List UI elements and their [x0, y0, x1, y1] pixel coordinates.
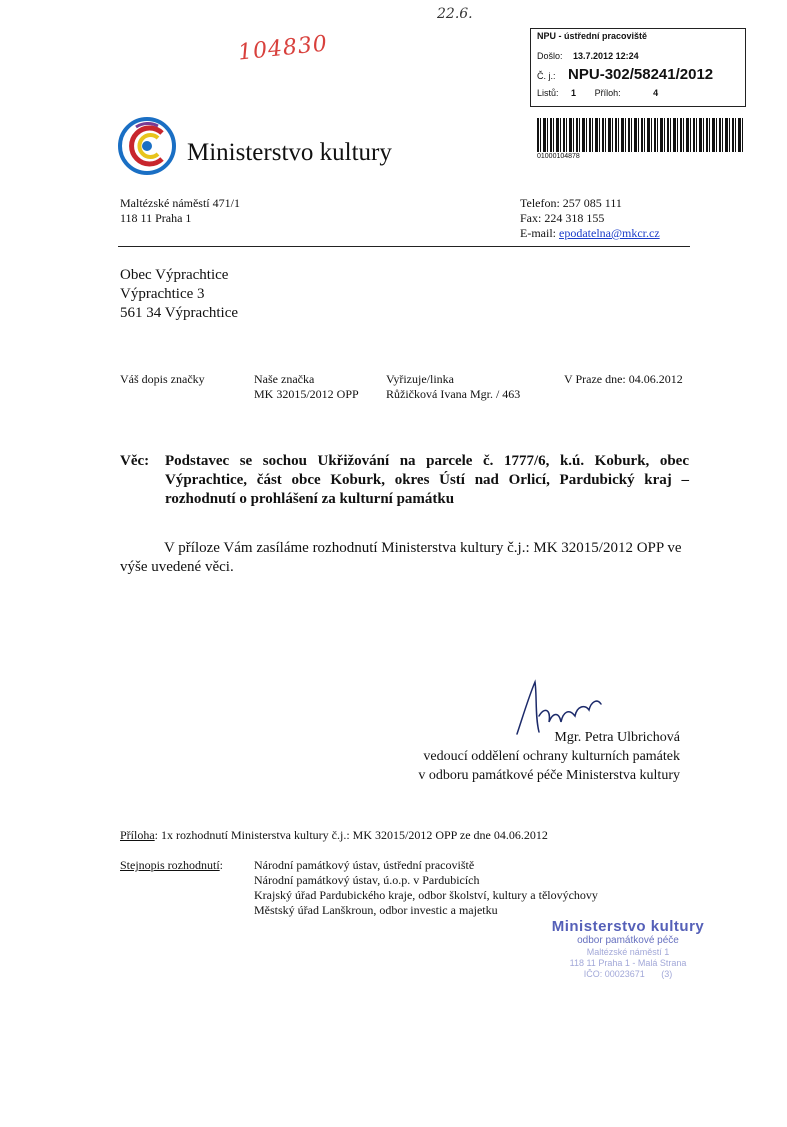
recipient-line1: Obec Výprachtice	[120, 267, 229, 283]
copies-colon: :	[219, 858, 224, 872]
your-ref-label: Váš dopis značky	[120, 372, 205, 386]
registry-attachments-value: 4	[653, 88, 659, 98]
registry-attachments-label: Příloh:	[594, 88, 621, 98]
letter-date: V Praze dne: 04.06.2012	[564, 372, 683, 386]
our-ref-label: Naše značka	[254, 372, 315, 386]
ministry-name: Ministerstvo kultury	[187, 139, 392, 166]
barcode	[537, 118, 743, 152]
registry-stamp	[530, 28, 746, 107]
subject-line: Výprachtice, část obce Koburk, okres Ústí nad Orlicí, Pardubický kraj –	[165, 472, 689, 488]
ministry-address-line1: Maltézské náměstí 471/1	[120, 196, 240, 210]
our-ref-value: MK 32015/2012 OPP	[254, 387, 359, 401]
signature-block	[380, 728, 680, 785]
signatory-name: Mgr. Petra Ulbrichová	[554, 730, 680, 745]
handled-label: Vyřizuje/linka	[386, 372, 454, 386]
copies-heading	[120, 858, 223, 873]
ministry-fax: Fax: 224 318 155	[520, 211, 605, 225]
recipient-line3: 561 34 Výprachtice	[120, 305, 239, 321]
ink-stamp-number: (3)	[661, 969, 673, 979]
registry-received-label: Došlo:	[537, 51, 563, 61]
list-item: Národní památkový ústav, ústřední pracoviště	[254, 858, 475, 872]
registry-received-value: 13.7.2012 12:24	[573, 51, 639, 61]
signatory-title-line1: vedoucí oddělení ochrany kulturních památek	[423, 749, 680, 764]
list-item: Krajský úřad Pardubického kraje, odbor školství, kultury a tělovýchovy	[254, 888, 598, 902]
subject-line: rozhodnutí o prohlášení za kulturní památku	[165, 491, 455, 507]
subject-label: Věc:	[120, 453, 150, 469]
attachment-text: : 1x rozhodnutí Ministerstva kultury č.j.: MK 32015/2012 OPP ze dne 04.06.2012	[154, 828, 548, 842]
email-link[interactable]: epodatelna@mkcr.cz	[559, 226, 660, 240]
letter-body	[120, 539, 690, 577]
subject-line: Podstavec se sochou Ukřižování na parcele č. 1777/6, k.ú. Koburk, obec	[165, 453, 689, 469]
ink-stamp-ico: IČO: 00023671	[583, 969, 645, 979]
ministry-address-line2: 118 11 Praha 1	[120, 211, 192, 225]
handwritten-top-note: 22.6.	[437, 6, 473, 22]
list-item: Národní památkový ústav, ú.o.p. v Pardubicích	[254, 873, 480, 887]
body-line2: výše uvedené věci.	[120, 559, 234, 575]
handled-value: Růžičková Ivana Mgr. / 463	[386, 387, 521, 401]
registry-received	[537, 51, 639, 61]
attachment-line	[120, 828, 548, 843]
ministry-logo-icon	[118, 117, 176, 175]
registry-sheets	[537, 88, 658, 98]
barcode-number: 01000104878	[537, 153, 580, 160]
ink-stamp-line1: odbor památkové péče	[577, 935, 679, 946]
registry-sheets-value: 1	[571, 88, 577, 98]
email-label: E-mail:	[520, 226, 559, 240]
registry-org: NPU - ústřední pracoviště	[537, 31, 648, 41]
registry-cj-label: Č. j.:	[537, 71, 556, 81]
ink-stamp-line3: 118 11 Praha 1 - Malá Strana	[569, 958, 687, 968]
ministry-phone: Telefon: 257 085 111	[520, 196, 622, 210]
registry-cj	[537, 66, 713, 83]
recipient-line2: Výprachtice 3	[120, 286, 205, 302]
ink-stamp	[538, 918, 718, 980]
attachment-label: Příloha	[120, 828, 155, 842]
registry-cj-value: NPU-302/58241/2012	[568, 66, 714, 83]
body-line1: V příloze Vám zasíláme rozhodnutí Ministerstva kultury č.j.: MK 32015/2012 OPP ve	[164, 540, 682, 556]
registry-sheets-label: Listů:	[537, 88, 559, 98]
subject-text	[165, 452, 689, 509]
ink-stamp-title: Ministerstvo kultury	[551, 918, 705, 935]
copies-label: Stejnopis rozhodnutí	[120, 858, 220, 872]
letterhead-divider	[118, 246, 690, 247]
ink-stamp-line2: Maltézské náměstí 1	[586, 947, 670, 957]
ink-stamp-line4	[538, 969, 718, 980]
handwritten-ref-number: 104830	[236, 31, 330, 66]
ministry-email-line	[520, 226, 660, 241]
copies-list	[254, 858, 598, 918]
list-item: Městský úřad Lanškroun, odbor investic a majetku	[254, 903, 498, 917]
signatory-title-line2: v odboru památkové péče Ministerstva kultury	[418, 768, 680, 783]
